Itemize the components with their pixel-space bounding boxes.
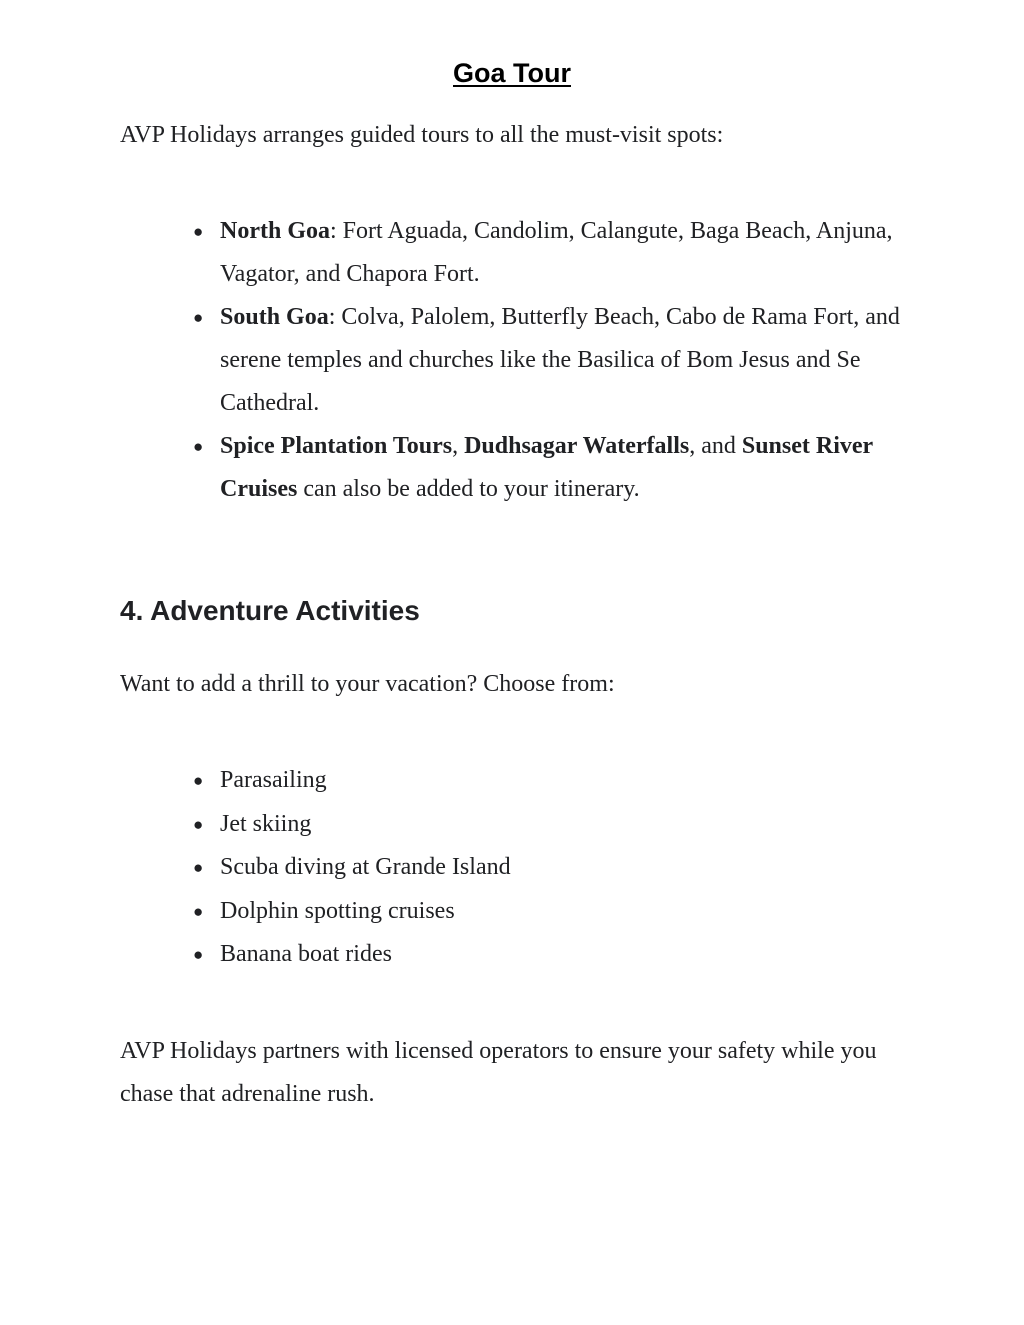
tour-details: : Colva, Palolem, Butterfly Beach, Cabo de Rama Fort, and serene temples and churches like the Basilica of Bom Jesus and Se Cathedral. bbox=[220, 304, 900, 416]
list-item bbox=[0, 933, 910, 977]
list-item bbox=[0, 296, 910, 425]
tour-details: can also be added to your itinerary. bbox=[297, 476, 640, 502]
bullet-icon: ● bbox=[193, 437, 204, 456]
adventure-intro-paragraph: Want to add a thrill to your vacation? Choose from: bbox=[120, 671, 615, 697]
tour-name: North Goa bbox=[220, 218, 330, 244]
list-item bbox=[0, 759, 910, 803]
list-item bbox=[0, 210, 910, 296]
activity-label: Scuba diving at Grande Island bbox=[220, 854, 511, 880]
tour-name: Dudhsagar Waterfalls bbox=[464, 433, 690, 459]
tours-intro-paragraph: AVP Holidays arranges guided tours to all the must-visit spots: bbox=[120, 122, 724, 148]
tour-details: : Fort Aguada, Candolim, Calangute, Baga Beach, Anjuna, Vagator, and Chapora Fort. bbox=[220, 218, 893, 287]
activity-label: Dolphin spotting cruises bbox=[220, 897, 455, 924]
bullet-icon: ● bbox=[193, 308, 204, 327]
tour-name: Spice Plantation Tours bbox=[220, 433, 453, 459]
section-heading: 4. Adventure Activities bbox=[120, 595, 420, 626]
bullet-icon: ● bbox=[193, 222, 204, 241]
document-title: Goa Tour bbox=[453, 58, 571, 88]
tour-separator: , and bbox=[689, 433, 742, 459]
activity-label: Jet skiing bbox=[220, 810, 312, 837]
activity-list bbox=[0, 759, 1024, 977]
tour-name: South Goa bbox=[220, 304, 329, 330]
bullet-icon: ● bbox=[193, 945, 204, 964]
bullet-icon: ● bbox=[193, 814, 204, 834]
tour-name: Sunset River Cruises bbox=[220, 433, 873, 502]
list-item bbox=[0, 425, 910, 511]
bullet-icon: ● bbox=[193, 901, 204, 921]
list-item bbox=[0, 803, 910, 847]
bullet-icon: ● bbox=[193, 771, 204, 790]
list-item bbox=[0, 846, 910, 890]
list-item bbox=[0, 890, 910, 934]
tour-separator: , bbox=[452, 433, 465, 459]
closing-paragraph: AVP Holidays partners with licensed operators to ensure your safety while you chase that adrenaline rush. bbox=[120, 1038, 877, 1107]
activity-label: Banana boat rides bbox=[220, 941, 392, 967]
tour-list bbox=[0, 210, 1024, 511]
activity-label: Parasailing bbox=[220, 767, 327, 793]
bullet-icon: ● bbox=[193, 858, 204, 877]
